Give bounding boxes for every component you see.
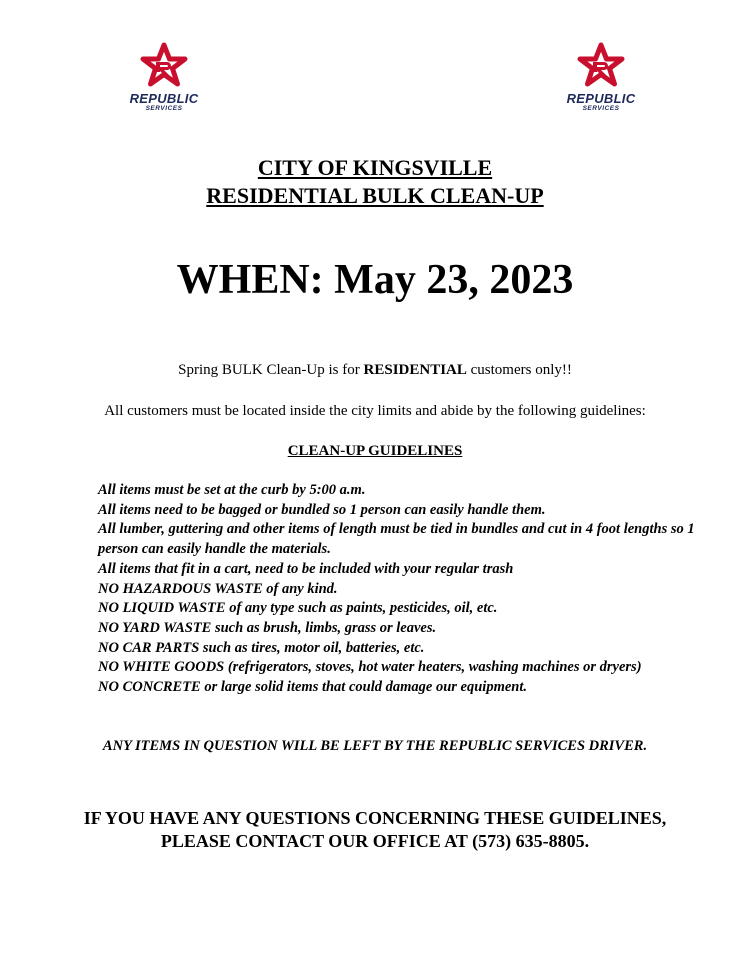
republic-services-logo-right bbox=[546, 42, 656, 112]
guideline-item: NO CONCRETE or large solid items that could damage our equipment. bbox=[98, 679, 527, 696]
driver-warning: ANY ITEMS IN QUESTION WILL BE LEFT BY THE REPUBLIC SERVICES DRIVER. bbox=[102, 738, 648, 754]
guidelines-heading: CLEAN-UP GUIDELINES bbox=[287, 443, 463, 459]
page-title-city: CITY OF KINGSVILLE bbox=[257, 155, 493, 180]
intro-city-limits-note: All customers must be located inside the city limits and abide by the following guidelines: bbox=[104, 403, 646, 419]
contact-line-1: IF YOU HAVE ANY QUESTIONS CONCERNING THESE GUIDELINES, bbox=[83, 808, 667, 828]
intro-text-after: customers only!! bbox=[466, 362, 572, 378]
logo-brand-name: REPUBLIC bbox=[129, 91, 199, 106]
intro-residential-note bbox=[0, 360, 750, 380]
logo-brand-sub: SERVICES bbox=[145, 105, 183, 112]
republic-services-logo-left bbox=[109, 42, 219, 112]
guideline-item: All items need to be bagged or bundled so 1 person can easily handle them. bbox=[98, 501, 546, 518]
guideline-item: All items that fit in a cart, need to be included with your regular trash bbox=[98, 560, 514, 577]
intro-text-bold: RESIDENTIAL bbox=[363, 362, 467, 378]
guideline-item: All items must be set at the curb by 5:00 a.m. bbox=[98, 482, 366, 498]
event-date: WHEN: May 23, 2023 bbox=[176, 257, 574, 303]
contact-line-2: PLEASE CONTACT OUR OFFICE AT (573) 635-8805. bbox=[160, 831, 590, 851]
guideline-item: NO YARD WASTE such as brush, limbs, grass or leaves. bbox=[98, 619, 437, 636]
logo-brand-sub: SERVICES bbox=[582, 105, 620, 112]
guideline-item: NO CAR PARTS such as tires, motor oil, batteries, etc. bbox=[98, 639, 425, 656]
republic-star-icon bbox=[576, 42, 626, 88]
republic-star-icon bbox=[139, 42, 189, 88]
guideline-item: NO HAZARDOUS WASTE of any kind. bbox=[98, 580, 338, 597]
guideline-item: All lumber, guttering and other items of length must be tied in bundles and cut in 4 foot lengths so 1 person can easily handle the materials. bbox=[98, 521, 695, 558]
intro-text-before: Spring BULK Clean-Up is for bbox=[178, 362, 364, 378]
guideline-item: NO LIQUID WASTE of any type such as paints, pesticides, oil, etc. bbox=[98, 600, 498, 617]
guidelines-list bbox=[98, 481, 698, 698]
logo-brand-name: REPUBLIC bbox=[566, 91, 636, 106]
guideline-item: NO WHITE GOODS (refrigerators, stoves, hot water heaters, washing machines or dryers) bbox=[98, 659, 642, 676]
page-title-event: RESIDENTIAL BULK CLEAN-UP bbox=[206, 183, 544, 208]
